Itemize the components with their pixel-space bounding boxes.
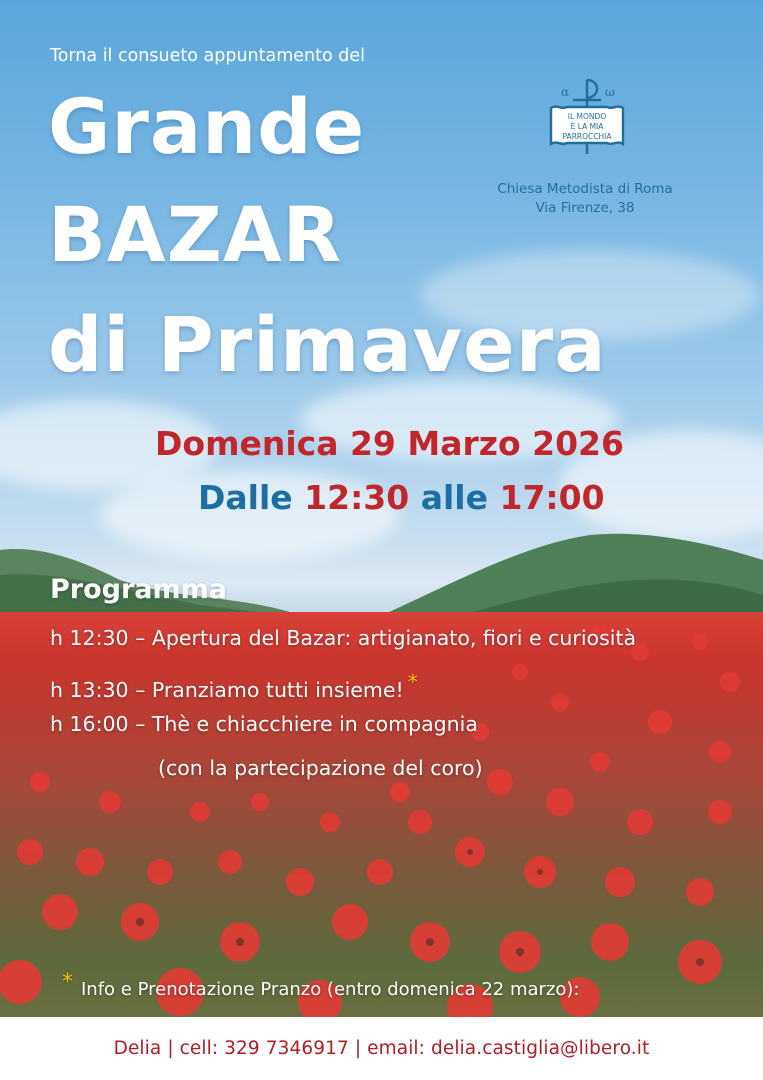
title-grande: Grande: [48, 82, 366, 171]
time-prefix: Dalle: [198, 478, 293, 517]
chi-rho-scroll-icon: [547, 74, 627, 158]
logo-text-1: IL MONDO: [567, 112, 607, 121]
alpha-glyph: α: [561, 85, 570, 99]
programma-item: h 16:00 – Thè e chiacchiere in compagnia: [50, 712, 478, 736]
church-name: Chiesa Metodista di Roma: [497, 181, 673, 197]
programma-item: [50, 670, 418, 702]
asterisk-icon: *: [62, 970, 73, 995]
logo-text-2: È LA MIA: [570, 122, 604, 131]
footer-contact-bar: [0, 1017, 763, 1080]
contact-text: Delia | cell: 329 7346917 | email: delia.castiglia@libero.it: [113, 1038, 650, 1059]
time-end: 17:00: [499, 478, 605, 517]
event-time: [198, 478, 605, 517]
logo-text-3: PARROCCHIA: [562, 132, 612, 141]
church-info: [470, 180, 700, 218]
info-prenotazione: [62, 970, 579, 1000]
omega-glyph: ω: [605, 85, 615, 99]
time-start: 12:30: [304, 478, 410, 517]
church-address: Via Firenze, 38: [535, 200, 635, 216]
programma-item-text: h 13:30 – Pranziamo tutti insieme!: [50, 678, 404, 702]
title-bazar: BAZAR: [48, 190, 343, 279]
intro-text: Torna il consueto appuntamento del: [50, 46, 365, 66]
programma-title: Programma: [50, 574, 228, 605]
event-date: Domenica 29 Marzo 2026: [155, 424, 624, 463]
programma-item: (con la partecipazione del coro): [158, 756, 483, 780]
info-text: Info e Prenotazione Pranzo (entro domenica 22 marzo):: [81, 979, 580, 1000]
programma-item: h 12:30 – Apertura del Bazar: artigianato, fiori e curiosità: [50, 626, 637, 650]
title-primavera: di Primavera: [48, 300, 607, 389]
asterisk-icon: *: [407, 670, 418, 694]
time-mid: alle: [420, 478, 488, 517]
